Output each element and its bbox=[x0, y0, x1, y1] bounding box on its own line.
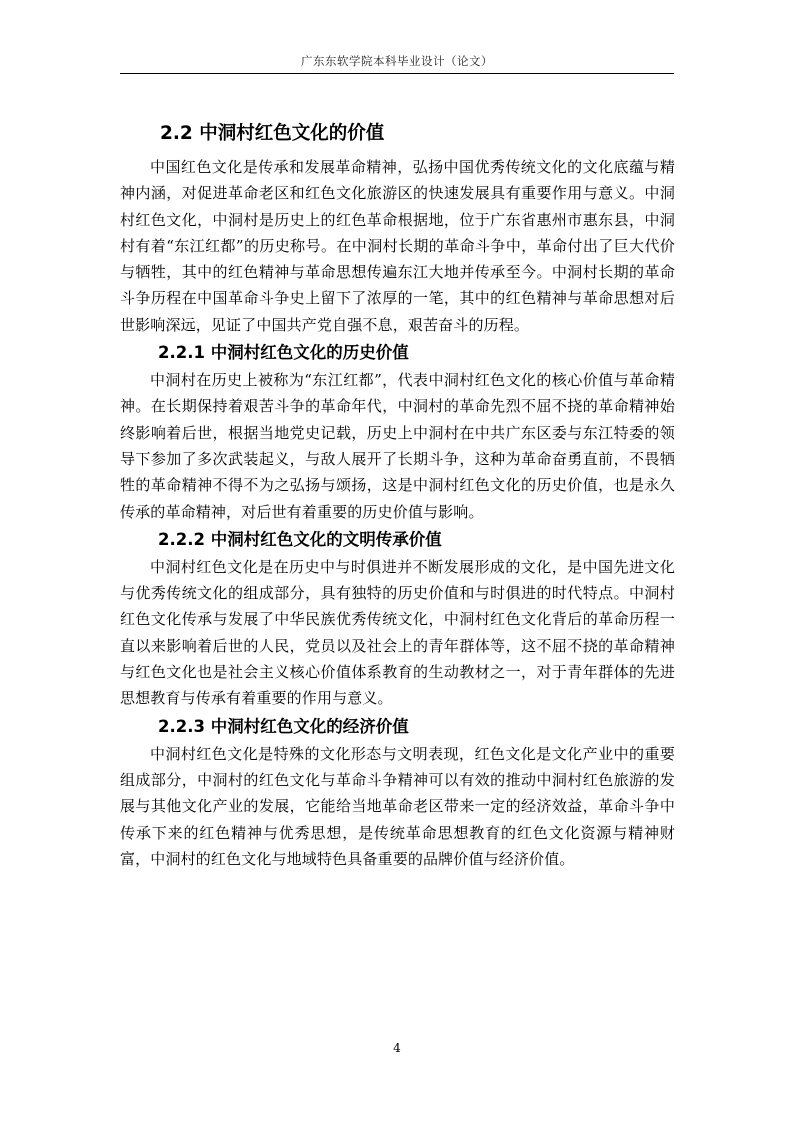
section-heading-2-2-1: 2.2.1 中洞村红色文化的历史价值 bbox=[158, 343, 409, 363]
section-paragraph-2-2-3: 中洞村红色文化是特殊的文化形态与文明表现，红色文化是文化产业中的重要组成部分，中洞村的红色文化与革命斗争精神可以有效的推动中洞村红色旅游的发展与其他文化产业的发展，它能给当地革命老区带来一定的经济效益，革命斗争中传承下来的红色精神与优秀思想，是传统革命思想教育的红色文化资源与精神财富，中洞村的红色文化与地域特色具备重要的品牌价值与经济价值。 bbox=[120, 744, 675, 868]
section-paragraph-2-2-1: 中洞村在历史上被称为“东江红都”，代表中洞村红色文化的核心价值与革命精神。在长期保持着艰苦斗争的革命年代，中洞村的革命先烈不屈不挠的革命精神始终影响着后世，根据当地党史记载，历史上中洞村在中共广东区委与东江特委的领导下参加了多次武装起义，与敌人展开了长期斗争，这种为革命奋勇直前，不畏牺牲的革命精神不得不为之弘扬与颂扬，这是中洞村红色文化的历史价值，也是永久传承的革命精神，对后世有着重要的历史价值与影响。 bbox=[120, 371, 675, 521]
page-number: 4 bbox=[393, 1041, 401, 1055]
section-heading-2-2-3: 2.2.3 中洞村红色文化的经济价值 bbox=[158, 716, 409, 736]
section-heading-2-2: 2.2 中洞村红色文化的价值 bbox=[160, 123, 385, 144]
page-content bbox=[120, 119, 675, 872]
header-rule bbox=[120, 73, 674, 74]
section-paragraph-2-2-2: 中洞村红色文化是在历史中与时俱进并不断发展形成的文化，是中国先进文化与优秀传统文化的组成部分，具有独特的历史价值和与时俱进的时代特点。中洞村红色文化传承与发展了中华民族优秀传统文化，中洞村红色文化背后的革命历程一直以来影响着后世的人民，党员以及社会上的青年群体等，这不屈不挠的革命精神与红色文化也是社会主义核心价值体系教育的生动教材之一，对于青年群体的先进思想教育与传承有着重要的作用与意义。 bbox=[120, 557, 675, 708]
section-heading-2-2-2: 2.2.2 中洞村红色文化的文明传承价值 bbox=[158, 529, 442, 549]
section-paragraph-2-2: 中国红色文化是传承和发展革命精神，弘扬中国优秀传统文化的文化底蕴与精神内涵，对促进革命老区和红色文化旅游区的快速发展具有重要作用与意义。中洞村红色文化，中洞村是历史上的红色革命根据地，位于广东省惠州市惠东县，中洞村有着“东江红都”的历史称号。在中洞村长期的革命斗争中，革命付出了巨大代价与牺牲，其中的红色精神与革命思想传遍东江大地并传承至今。中洞村长期的革命斗争历程在中国革命斗争史上留下了浓厚的一笔，其中的红色精神与革命思想对后世影响深远，见证了中国共产党自强不息，艰苦奋斗的历程。 bbox=[120, 158, 675, 334]
running-header: 广东东软学院本科毕业设计（论文） bbox=[301, 54, 493, 68]
